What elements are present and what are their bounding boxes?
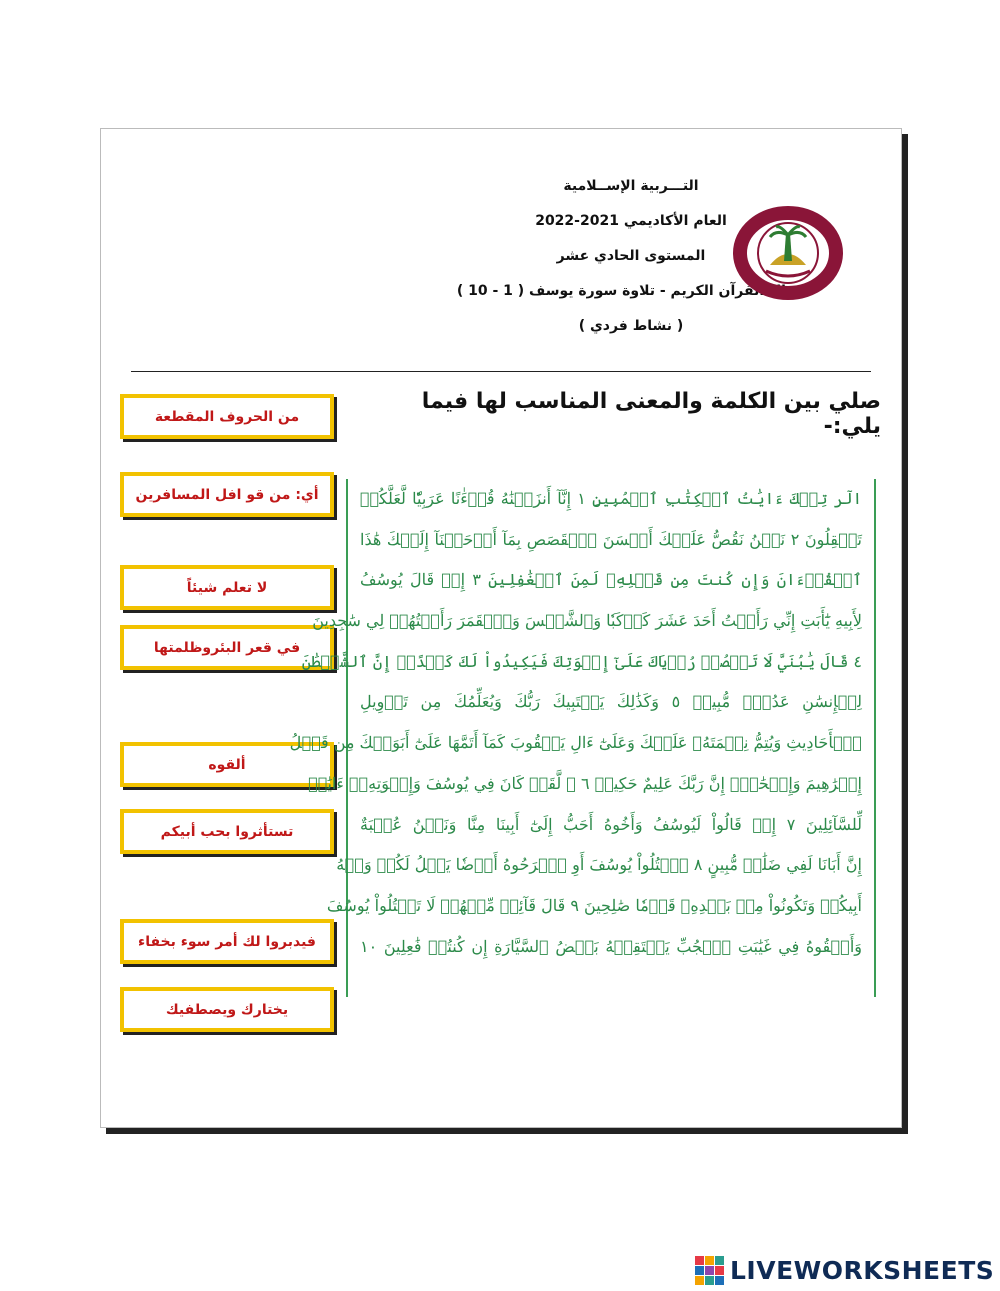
liveworksheets-logo-icon — [695, 1256, 724, 1285]
header-divider — [131, 371, 871, 372]
activity-type: ( نشاط فردي ) — [578, 318, 684, 334]
matching-instruction: صلي بين الكلمة والمعنى المناسب لها فيما يلي:- — [421, 389, 881, 439]
verse-line: ٤ قَالَ يَٰبُنَيَّ لَا تَقۡصُصۡ رُءۡيَاكَ عَلَىٰٓ إِخۡوَتِكَ فَيَكِيدُواْ لَكَ كَيۡدًاۖ إِنَّ ٱلشَّيۡطَٰنَ — [301, 651, 862, 671]
meaning-box[interactable]: أي: من قو افل المسافرين — [120, 472, 334, 517]
verse-line: أَبِيكُمۡ وَتَكُونُواْ مِنۢ بَعۡدِهِۦ قَوۡمٗا صَٰلِحِينَ ٩ قَالَ قَآئِلٞ مِّنۡهُمۡ لَا تَقۡتُلُواْ يُوسُفَ — [326, 895, 862, 915]
meaning-box[interactable]: من الحروف المقطعة — [120, 394, 334, 439]
brand-name: LIVEWORKSHEETS — [730, 1255, 995, 1285]
verse-line: لِلۡإِنسَٰنِ عَدُوّٞ مُّبِينٞ ٥ وَكَذَٰلِكَ يَجۡتَبِيكَ رَبُّكَ وَيُعَلِّمُكَ مِن تَأۡوِيلِ — [360, 692, 863, 712]
meaning-box[interactable]: فيدبروا لك أمر سوء بخفاء — [120, 919, 334, 964]
meaning-box[interactable]: يختارك ويصطفيك — [120, 987, 334, 1032]
meaning-box[interactable]: لا تعلم شيئاً — [120, 565, 334, 610]
verse-line: لِأَبِيهِ يَٰٓأَبَتِ إِنِّي رَأَيۡتُ أَحَدَ عَشَرَ كَوۡكَبٗا وَٱلشَّمۡسَ وَٱلۡقَمَرَ رَأَيۡتُهُمۡ لِي سَٰجِدِينَ — [312, 611, 862, 631]
ministry-logo-icon — [718, 199, 850, 299]
liveworksheets-brand — [695, 1253, 994, 1287]
verse-line: الٓر تِلۡكَ ءَايَٰتُ ٱلۡكِتَٰبِ ٱلۡمُبِينِ ١ إِنَّآ أَنزَلۡنَٰهُ قُرۡءَٰنًا عَرَبِيّٗا لَّعَلَّكُمۡ — [360, 489, 863, 508]
lesson-title: مجال القرآن الكريم - تلاوة سورة يوسف ( 1 - 10 ) — [456, 283, 806, 299]
quran-passage — [289, 479, 876, 997]
verse-line: تَعۡقِلُونَ ٢ نَحۡنُ نَقُصُّ عَلَيۡكَ أَحۡسَنَ ٱلۡقَصَصِ بِمَآ أَوۡحَيۡنَآ إِلَيۡكَ هَٰذَا — [360, 529, 862, 549]
verse-line: لِّلسَّآئِلِينَ ٧ إِذۡ قَالُواْ لَيُوسُفُ وَأَخُوهُ أَحَبُّ إِلَىٰٓ أَبِينَا مِنَّا وَنَحۡنُ عُصۡبَةٌ — [360, 814, 862, 834]
verse-line: ٱلۡأَحَادِيثِ وَيُتِمُّ نِعۡمَتَهُۥ عَلَيۡكَ وَعَلَىٰٓ ءَالِ يَعۡقُوبَ كَمَآ أَتَمَّهَا عَلَىٰٓ أَبَوَيۡكَ مِن قَبۡلُ — [289, 733, 862, 753]
meaning-box[interactable]: ألقوه — [120, 742, 334, 787]
subject-title: التـــربية الإســلامية — [563, 178, 699, 194]
meaning-box[interactable]: تستأثروا بحب أبيكم — [120, 809, 334, 854]
academic-year: العام الأكاديمي 2021-2022 — [535, 213, 727, 229]
meaning-box[interactable]: في قعر البئروظلمتها — [120, 625, 334, 670]
verse-line: إِبۡرَٰهِيمَ وَإِسۡحَٰقَۚ إِنَّ رَبَّكَ عَلِيمٌ حَكِيمٞ ٦ ۞ لَّقَدۡ كَانَ فِي يُوسُفَ وَإِخۡوَتِهِۦٓ ءَايَٰتٞ — [308, 773, 862, 793]
verse-line: ٱلۡقُرۡءَانَ وَإِن كُنتَ مِن قَبۡلِهِۦ لَمِنَ ٱلۡغَٰفِلِينَ ٣ إِذۡ قَالَ يُوسُفُ — [360, 570, 862, 590]
worksheet-page — [100, 128, 902, 1128]
grade-level: المستوى الحادي عشر — [556, 248, 706, 264]
verse-line: إِنَّ أَبَانَا لَفِي ضَلَٰلٖ مُّبِينٍ ٨ ٱقۡتُلُواْ يُوسُفَ أَوِ ٱطۡرَحُوهُ أَرۡضٗا يَخۡلُ لَكُمۡ وَجۡهُ — [336, 855, 862, 875]
verse-line: وَأَلۡقُوهُ فِي غَيَٰبَتِ ٱلۡجُبِّ يَلۡتَقِطۡهُ بَعۡضُ ٱلسَّيَّارَةِ إِن كُنتُمۡ فَٰعِلِينَ ١٠ — [360, 936, 862, 956]
